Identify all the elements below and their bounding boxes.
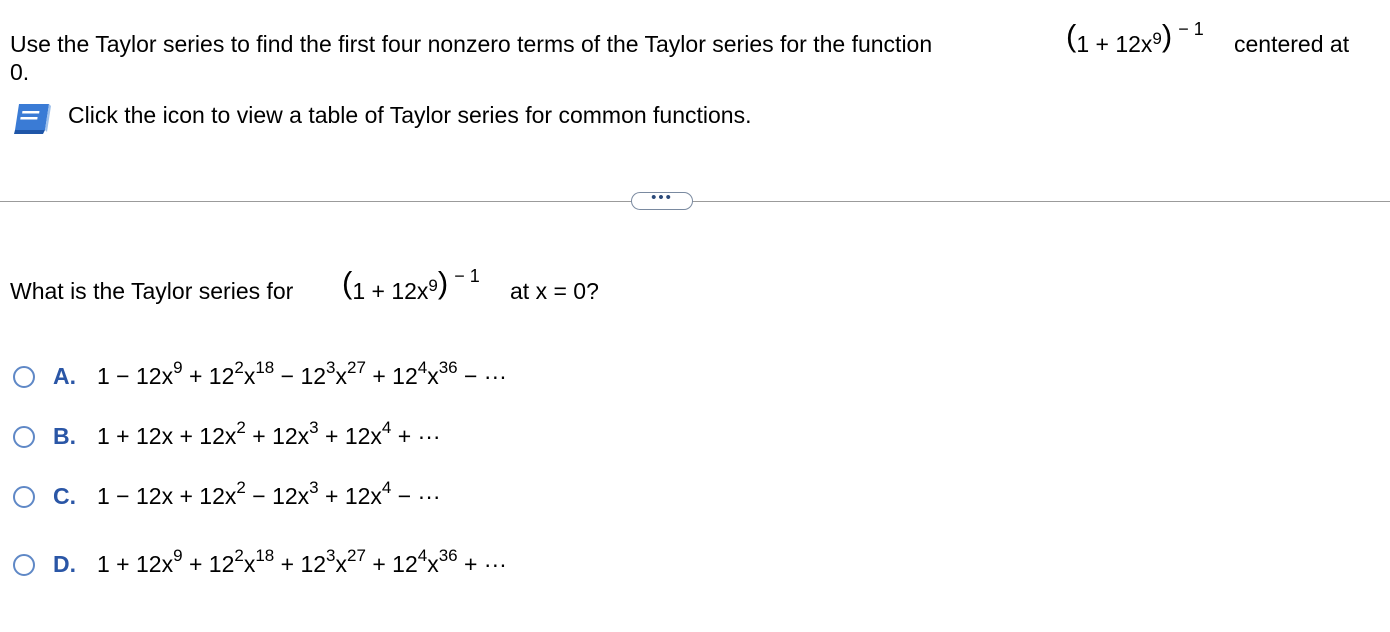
- expression-term: 1 − 12x + 12x: [97, 483, 237, 509]
- exponent: 3: [326, 546, 336, 565]
- exponent: 4: [417, 546, 428, 565]
- exponent: 4: [381, 418, 392, 437]
- expression-term: + 12: [182, 363, 235, 389]
- expression-term: x: [427, 363, 439, 389]
- question-prompt: [10, 33, 932, 56]
- exponent: 27: [347, 546, 366, 565]
- option-letter: A.: [53, 363, 76, 389]
- expression-term: 1 + 12x: [97, 551, 174, 577]
- exponent: 36: [438, 546, 458, 565]
- exponent: 4: [417, 358, 428, 377]
- radio-option-c[interactable]: [13, 486, 35, 508]
- expression-term: + 12x: [318, 423, 382, 449]
- exponent: 9: [173, 546, 183, 565]
- radio-option-d[interactable]: [13, 554, 35, 576]
- option-expression: [97, 546, 507, 577]
- option-d[interactable]: [13, 546, 507, 577]
- exponent: 2: [236, 418, 246, 437]
- exponent: 2: [234, 358, 244, 377]
- expression-term: + 12: [182, 551, 235, 577]
- option-letter: D.: [53, 551, 76, 577]
- question-prompt-text: Use the Taylor series to find the first four nonzero terms of the Taylor series for the function: [10, 31, 933, 57]
- exponent: 3: [326, 358, 336, 377]
- option-b[interactable]: [13, 418, 441, 449]
- function-base: 1 + 12x: [1076, 31, 1153, 57]
- expression-term: − 12x: [245, 483, 310, 509]
- outer-exponent: − 1: [1178, 19, 1204, 39]
- expression-term: 1 − 12x: [97, 363, 174, 389]
- option-expression: [97, 418, 441, 449]
- expression-term: + 12: [274, 551, 327, 577]
- question-prompt-tail: 0.: [10, 59, 30, 85]
- expression-term: + 12: [365, 363, 418, 389]
- open-paren: (: [1066, 18, 1077, 53]
- radio-option-b[interactable]: [13, 426, 35, 448]
- inner-exponent: 9: [1152, 29, 1162, 48]
- option-c[interactable]: [13, 478, 441, 509]
- close-paren: ): [437, 265, 449, 300]
- exponent: 3: [309, 478, 319, 497]
- expression-term: + ···: [457, 551, 507, 577]
- expression-term: + ···: [391, 423, 441, 449]
- outer-exponent: − 1: [454, 266, 480, 286]
- expression-term: x: [335, 363, 348, 389]
- option-letter: C.: [53, 483, 76, 509]
- option-expression: [97, 478, 441, 509]
- expression-term: + 12x: [318, 483, 382, 509]
- expression-term: x: [243, 551, 256, 577]
- exponent: 36: [438, 358, 458, 377]
- expression-term: − ···: [457, 363, 507, 389]
- option-letter: B.: [53, 423, 76, 449]
- exponent: 27: [347, 358, 366, 377]
- inner-exponent: 9: [428, 276, 438, 295]
- question-prompt-after: centered at: [1234, 31, 1350, 57]
- exponent: 18: [255, 358, 275, 377]
- expression-term: − 12: [274, 363, 327, 389]
- expression-term: x: [427, 551, 439, 577]
- exponent: 3: [309, 418, 319, 437]
- close-paren: ): [1161, 18, 1173, 53]
- question-function: [1066, 18, 1204, 57]
- expression-term: 1 + 12x + 12x: [97, 423, 237, 449]
- more-button-label: •••: [651, 189, 673, 206]
- option-expression: [97, 358, 507, 389]
- more-button[interactable]: [631, 189, 693, 210]
- expression-term: − ···: [391, 483, 441, 509]
- exponent: 2: [234, 546, 244, 565]
- exponent: 9: [173, 358, 183, 377]
- open-paren: (: [342, 265, 353, 300]
- expression-term: x: [243, 363, 256, 389]
- book-icon[interactable]: [13, 100, 55, 136]
- option-a[interactable]: [13, 358, 507, 389]
- expression-term: + 12x: [245, 423, 310, 449]
- help-text: Click the icon to view a table of Taylor series for common functions.: [68, 102, 752, 128]
- sub-question-function: [342, 265, 480, 304]
- expression-term: + 12: [365, 551, 418, 577]
- exponent: 18: [255, 546, 275, 565]
- expression-term: x: [335, 551, 348, 577]
- radio-option-a[interactable]: [13, 366, 35, 388]
- function-base: 1 + 12x: [352, 278, 429, 304]
- section-divider: [0, 201, 1390, 202]
- exponent: 2: [236, 478, 246, 497]
- sub-question-text: What is the Taylor series for: [10, 278, 294, 304]
- sub-question-after: at x = 0?: [510, 278, 599, 304]
- exponent: 4: [381, 478, 392, 497]
